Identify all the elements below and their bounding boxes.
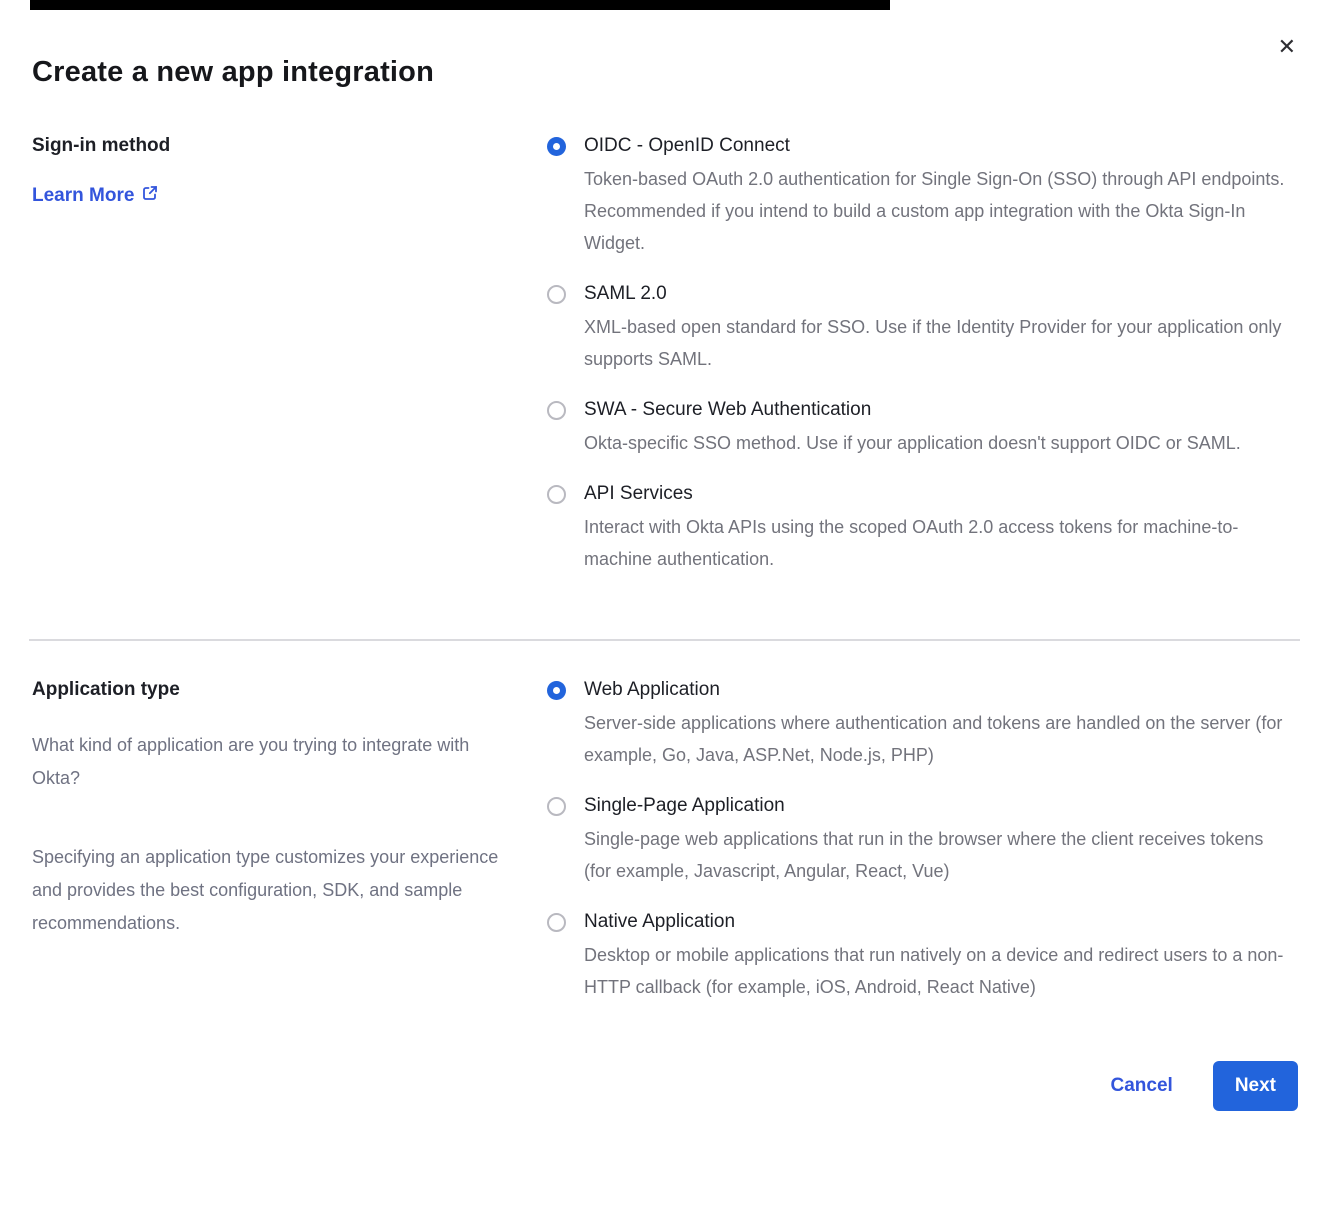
option-swa-description: Okta-specific SSO method. Use if your application doesn't support OIDC or SAML. [584, 433, 1241, 453]
close-icon[interactable]: ✕ [1277, 34, 1296, 59]
option-oidc [547, 135, 1292, 259]
cancel-button[interactable]: Cancel [1110, 1075, 1173, 1096]
option-oidc-label[interactable]: OIDC - OpenID Connect [584, 135, 790, 156]
option-spa [547, 795, 1292, 887]
next-button[interactable]: Next [1213, 1061, 1298, 1111]
signin-method-section [32, 135, 1300, 575]
apptype-help-text: Specifying an application type customizes your experience and provides the best configuration, SDK, and sample recommendations. [32, 847, 499, 933]
option-native-application [547, 911, 1292, 1003]
option-web-application-label[interactable]: Web Application [584, 679, 720, 700]
option-spa-text [584, 795, 1292, 887]
option-api-services [547, 483, 1292, 575]
application-type-label: Application type [32, 679, 180, 700]
option-swa-label[interactable]: SWA - Secure Web Authentication [584, 399, 872, 420]
external-link-icon [142, 185, 158, 207]
option-oidc-text [584, 135, 1292, 259]
option-spa-label[interactable]: Single-Page Application [584, 795, 785, 816]
option-web-application [547, 679, 1292, 771]
option-spa-description: Single-page web applications that run in the browser where the client receives tokens (for example, Javascript, Angular, React, Vue) [584, 829, 1264, 881]
signin-method-label: Sign-in method [32, 135, 171, 156]
application-type-section [32, 679, 1300, 1003]
option-saml-description: XML-based open standard for SSO. Use if the Identity Provider for your application only supports SAML. [584, 317, 1282, 369]
radio-native-application[interactable] [547, 913, 566, 932]
radio-api-services[interactable] [547, 485, 566, 504]
option-native-application-text [584, 911, 1292, 1003]
radio-spa[interactable] [547, 797, 566, 816]
radio-swa[interactable] [547, 401, 566, 420]
option-swa [547, 399, 1292, 459]
option-api-services-label[interactable]: API Services [584, 483, 693, 504]
option-native-application-label[interactable]: Native Application [584, 911, 736, 932]
radio-saml[interactable] [547, 285, 566, 304]
signin-options [547, 135, 1300, 575]
option-web-application-description: Server-side applications where authentication and tokens are handled on the server (for example, Go, Java, ASP.Net, Node.js, PHP) [584, 713, 1283, 765]
signin-left-column [32, 135, 547, 575]
section-divider [29, 639, 1300, 641]
apptype-question-text: What kind of application are you trying to integrate with Okta? [32, 735, 470, 788]
option-saml-label[interactable]: SAML 2.0 [584, 283, 667, 304]
option-saml-text [584, 283, 1292, 375]
learn-more-link[interactable] [32, 185, 158, 207]
top-black-bar [30, 0, 890, 10]
apptype-options [547, 679, 1300, 1003]
option-api-services-text [584, 483, 1292, 575]
option-api-services-description: Interact with Okta APIs using the scoped OAuth 2.0 access tokens for machine-to-machine authentication. [584, 517, 1239, 569]
option-swa-text [584, 399, 1241, 459]
option-native-application-description: Desktop or mobile applications that run natively on a device and redirect users to a non-HTTP callback (for example, iOS, Android, React Native) [584, 945, 1284, 997]
radio-oidc[interactable] [547, 137, 566, 156]
radio-web-application[interactable] [547, 681, 566, 700]
learn-more-label: Learn More [32, 185, 135, 206]
option-web-application-text [584, 679, 1292, 771]
apptype-left-column [32, 679, 547, 1003]
option-saml [547, 283, 1292, 375]
dialog-footer [32, 1061, 1300, 1111]
option-oidc-description: Token-based OAuth 2.0 authentication for Single Sign-On (SSO) through API endpoints. Recommended if you intend to build a custom app integration with the Okta Sign-In Widget. [584, 169, 1285, 253]
dialog-title: Create a new app integration [32, 56, 435, 88]
